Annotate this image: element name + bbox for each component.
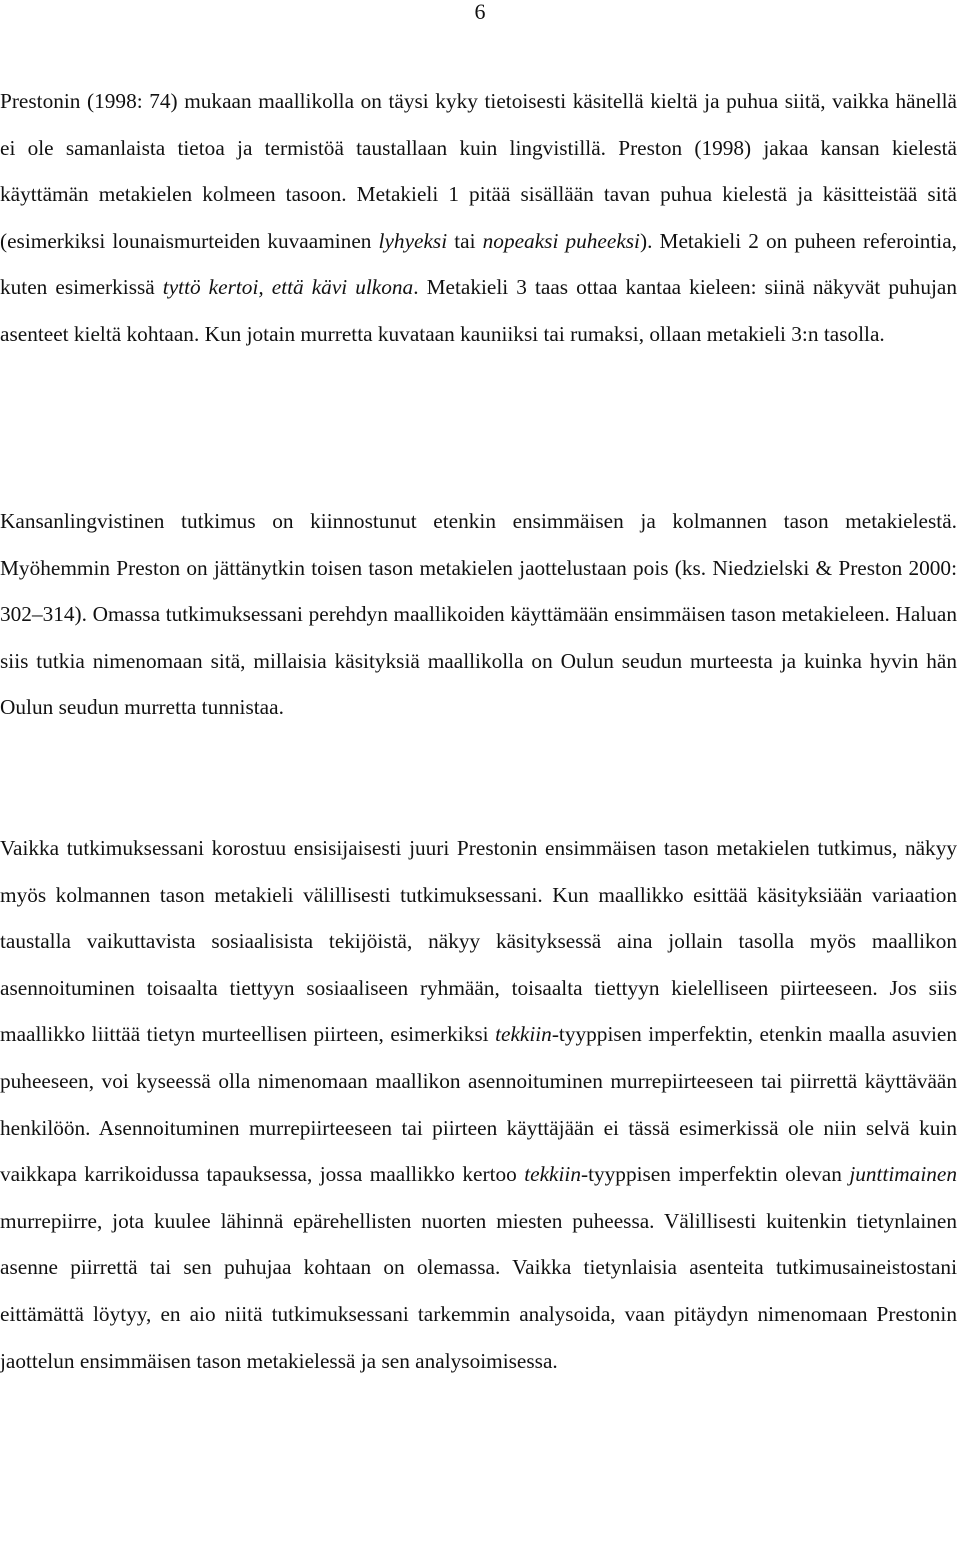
page-number: 6 xyxy=(474,0,486,24)
paragraph-metalanguage-levels xyxy=(0,78,957,358)
italic-term: junttimainen xyxy=(849,1162,957,1187)
text-segment: ). Metakieli 2 on puheen referointia, kuten esimerkissä xyxy=(0,228,957,300)
italic-term: tekkiin xyxy=(495,1022,552,1047)
text-segment: -tyyppisen imperfektin olevan xyxy=(581,1162,850,1187)
italic-term: nopeaksi puheeksi xyxy=(482,228,640,253)
paragraph-folk-linguistics xyxy=(0,498,957,731)
paragraph-attitudes xyxy=(0,825,957,1384)
italic-term: tekkiin xyxy=(524,1162,581,1187)
text-segment: Prestonin (1998: 74) mukaan maallikolla on täysi kyky tietoisesti käsitellä kieltä ja puhua siitä, vaikka hänellä ei ole samanlaista tietoa ja termistöä taustallaan kuin lingvistillä. Preston (1998) jakaa kansan kielestä käyttämän metakielen kolmeen tasoon. Metakieli 1 pitää sisällään tavan puhua kielestä ja käsitteistää sitä (esimerkiksi lounaismurteiden kuvaaminen xyxy=(0,89,957,253)
text-segment: Kansanlingvistinen tutkimus on kiinnostunut etenkin ensimmäisen ja kolmannen tason metakielestä. Myöhemmin Preston on jättänytkin toisen tason metakielen jaottelustaan pois (ks. Niedzielski & Preston 2000: 302–314). Omassa tutkimuksessani perehdyn maallikoiden käyttämään ensimmäisen tason metakieleen. Haluan siis tutkia nimenomaan sitä, millaisia käsityksiä maallikolla on Oulun seudun murteesta ja kuinka hyvin hän Oulun seudun murretta tunnistaa. xyxy=(0,509,957,720)
text-segment: murrepiirre, jota kuulee lähinnä epärehellisten nuorten miesten puheessa. Välillisesti kuitenkin tietynlainen asenne piirrettä tai sen puhujaa kohtaan on olemassa. Vaikka tietynlaisia asenteita tutkimusaineistostani eittämättä löytyy, en aio niitä tutkimuksessani tarkemmin analysoida, vaan pitäydyn nimenomaan Prestonin jaottelun ensimmäisen tason metakielessä ja sen analysoimisessa. xyxy=(0,1208,957,1373)
italic-example: tyttö kertoi, että kävi ulkona xyxy=(162,275,414,300)
italic-term: lyhyeksi xyxy=(378,228,448,253)
text-segment: -tyyppisen imperfektin, etenkin maalla asuvien puheeseen, voi kyseessä olla nimenomaan maallikon asennoituminen murrepiirteeseen tai piirrettä käyttävään henkilöön. Asennoituminen murrepiirteeseen tai piirteen käyttäjään ei tässä esimerkissä ole niin selvä kuin vaikkapa karrikoidussa tapauksessa, jossa maallikko kertoo xyxy=(0,1022,957,1187)
text-segment: Vaikka tutkimuksessani korostuu ensisijaisesti juuri Prestonin ensimmäisen tason metakielen tutkimus, näkyy myös kolmannen tason metakieli välillisesti tutkimuksessani. Kun maallikko esittää käsityksiään variaation taustalla vaikuttavista sosiaalisista tekijöistä, näkyy käsityksessä aina jollain tasolla myös maallikon asennoituminen toisaalta tiettyyn sosiaaliseen ryhmään, toisaalta tiettyyn kielelliseen piirteeseen. Jos siis maallikko liittää tietyn murteellisen piirteen, esimerkiksi xyxy=(0,836,957,1047)
text-segment: . Metakieli 3 taas ottaa kantaa kieleen: siinä näkyvät puhujan asenteet kieltä kohtaan. Kun jotain murretta kuvataan kauniiksi tai rumaksi, ollaan metakieli 3:n tasolla. xyxy=(0,275,957,346)
text-segment: tai xyxy=(447,228,483,253)
